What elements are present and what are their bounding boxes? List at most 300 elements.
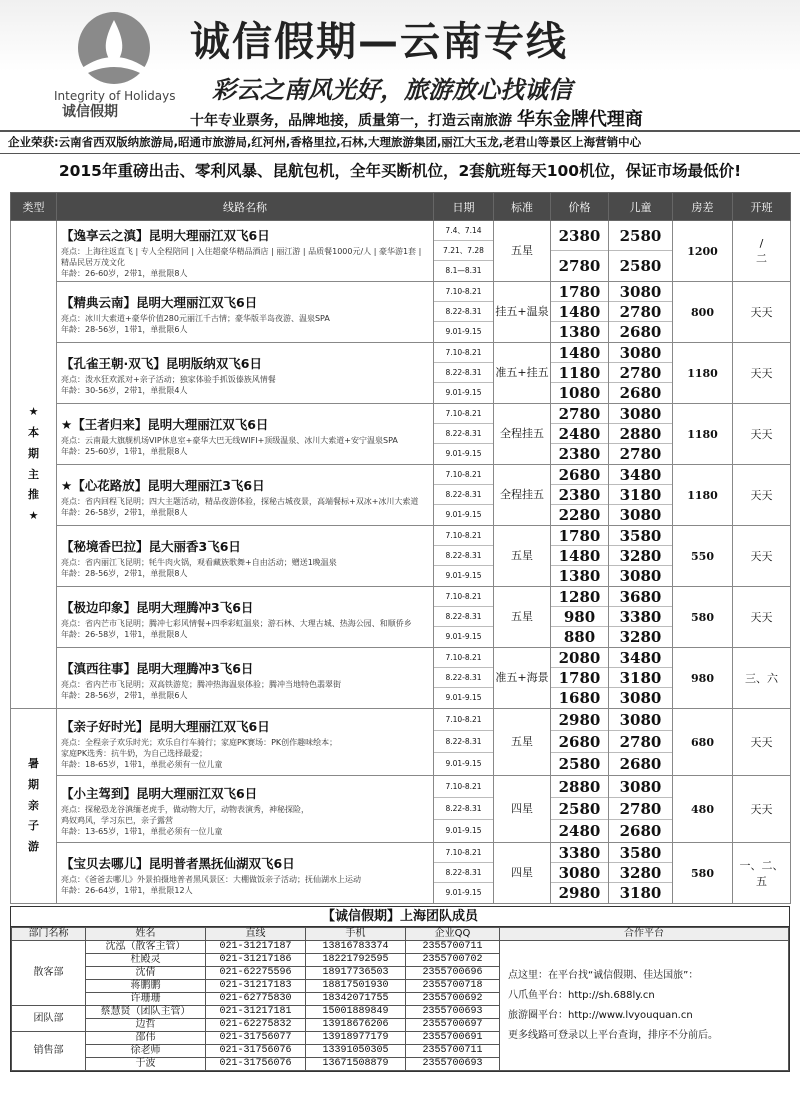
- route-name-cell: [57, 343, 434, 404]
- route-desc: 亮点：省内芒市飞昆明；腾冲七彩风情餐+四季彩虹温泉；游石林、大理古城、热海公园、和顺侨乡: [61, 618, 412, 628]
- route-age: 年龄：18-65岁，1带1，单批必须有一位儿童: [61, 760, 223, 769]
- divider: [0, 153, 800, 154]
- child-price-value: 2580: [619, 257, 662, 275]
- child-price-value: 2780: [609, 798, 672, 820]
- column-header: 日期: [434, 193, 494, 221]
- column-header: 标准: [494, 193, 551, 221]
- page-title: 诚信假期—云南专线: [190, 19, 568, 65]
- child-price-value: 2580: [609, 221, 672, 251]
- child-price-cell: [609, 404, 673, 465]
- child-price-value: 3580: [609, 843, 672, 863]
- member-line: 021-31756077: [206, 1032, 306, 1045]
- department-cell: 散客部: [12, 941, 86, 1006]
- child-price-value: 3180: [619, 884, 662, 902]
- table-row: [11, 465, 791, 526]
- price-value: 2080: [551, 648, 608, 668]
- dates-cell: [434, 648, 494, 709]
- date-range: 7.10-8.21: [434, 587, 493, 607]
- date-range: 7.10-8.21: [434, 709, 493, 731]
- route-name-cell: [57, 526, 434, 587]
- dates-cell: [434, 776, 494, 843]
- team-column-header: 姓名: [86, 928, 206, 941]
- dates-cell: [434, 404, 494, 465]
- child-price-value: 2880: [609, 424, 672, 444]
- platform-cell: [500, 941, 789, 1071]
- table-body: [11, 221, 791, 904]
- child-price-value: 3480: [609, 648, 672, 668]
- standard-cell: 准五+挂五: [494, 343, 551, 404]
- dates-cell: [434, 221, 494, 282]
- price-value: 2380: [551, 485, 608, 505]
- route-name-cell: [57, 776, 434, 843]
- child-price-cell: [609, 709, 673, 776]
- date-range: 9.01-9.15: [445, 693, 482, 702]
- route-title: 【秘境香巴拉】昆大丽香3飞6日: [61, 538, 241, 554]
- date-range: 7.21、7.28: [434, 241, 493, 261]
- category-label: 主: [28, 467, 39, 481]
- departure-cell: [733, 343, 791, 404]
- team-header: [12, 928, 789, 941]
- dates-cell: [434, 343, 494, 404]
- column-header: 儿童: [609, 193, 673, 221]
- category-label: 亲: [28, 798, 39, 812]
- price-value: 3380: [551, 843, 608, 863]
- date-range: 9.01-9.15: [445, 388, 482, 397]
- child-price-value: 3080: [619, 506, 662, 524]
- departure-cell: [733, 776, 791, 843]
- price-value: 2680: [551, 465, 608, 485]
- member-mobile: 13391050305: [306, 1045, 406, 1058]
- route-name-cell: [57, 465, 434, 526]
- room-diff-cell: 580: [673, 587, 733, 648]
- team-section: [10, 906, 790, 1072]
- child-price-value: 2680: [619, 384, 662, 402]
- date-range: 9.01-9.15: [445, 449, 482, 458]
- date-range: 9.01-9.15: [445, 327, 482, 336]
- member-mobile: 13671508879: [306, 1058, 406, 1071]
- departure-value: /: [759, 236, 764, 250]
- price-value: 2580: [551, 798, 608, 820]
- category-label: 暑: [28, 756, 39, 770]
- price-value: 2980: [558, 884, 601, 902]
- price-value: 2480: [551, 424, 608, 444]
- route-desc: 亮点：省内丽江飞昆明；牦牛肉火锅，观看藏族歌舞+自由活动；赠送1晚温泉: [61, 557, 337, 567]
- table-row: [11, 282, 791, 343]
- table-row: [11, 221, 791, 282]
- dates-cell: [434, 282, 494, 343]
- price-value: 1480: [551, 546, 608, 566]
- route-age: 年龄：26-60岁，2带1，单批限8人: [61, 269, 188, 278]
- room-diff-cell: 680: [673, 709, 733, 776]
- child-price-value: 3080: [609, 404, 672, 424]
- date-range: 8.22-8.31: [434, 546, 493, 566]
- departure-value: 五: [756, 875, 767, 888]
- standard-cell: 五星: [494, 709, 551, 776]
- department-cell: 团队部: [12, 1006, 86, 1032]
- room-diff-cell: 800: [673, 282, 733, 343]
- logo-cn: 诚信假期: [62, 104, 118, 118]
- team-column-header: 企业QQ: [406, 928, 500, 941]
- member-qq: 2355700711: [406, 941, 500, 954]
- team-body: [12, 941, 789, 1071]
- departure-value: 一、二、: [739, 859, 784, 872]
- price-value: 1780: [551, 668, 608, 688]
- member-qq: 2355700692: [406, 993, 500, 1006]
- price-value: 1380: [558, 323, 601, 341]
- date-range: 7.10-8.21: [434, 776, 493, 798]
- price-value: 2580: [558, 755, 601, 773]
- price-value: 1780: [551, 526, 608, 546]
- price-value: 2680: [551, 731, 608, 753]
- date-range: 7.10-8.21: [434, 526, 493, 546]
- price-cell: [551, 465, 609, 526]
- standard-cell: 五星: [494, 526, 551, 587]
- price-cell: [551, 404, 609, 465]
- member-mobile: 18817501930: [306, 980, 406, 993]
- category-label: ★: [28, 404, 39, 418]
- tagline-text: 十年专业票务，品牌地接，质量第一，打造云南旅游: [190, 113, 512, 129]
- member-line: 021-31756076: [206, 1058, 306, 1071]
- standard-cell: 准五+海景: [494, 648, 551, 709]
- date-range: 9.01-9.15: [445, 826, 482, 835]
- price-value: 880: [563, 628, 596, 646]
- route-name-cell: [57, 404, 434, 465]
- route-desc: 亮点：省内芒市飞昆明；双高铁游览；腾冲热海温泉体验；腾冲当地特色翡翠街: [61, 679, 341, 689]
- honor-text: 企业荣获:云南省西双版纳旅游局,昭通市旅游局,红河州,香格里拉,石林,大理旅游集团,丽江大玉龙,老君山等景区上海营销中心: [8, 135, 642, 149]
- date-range: 9.01-9.15: [445, 759, 482, 768]
- team-column-header: 直线: [206, 928, 306, 941]
- child-price-value: 3080: [619, 567, 662, 585]
- departure-cell: [733, 587, 791, 648]
- price-value: 1380: [558, 567, 601, 585]
- team-title: 【诚信假期】上海团队成员: [11, 907, 789, 927]
- route-age: 年龄：28-56岁，2带1，单批限8人: [61, 568, 188, 578]
- route-name-cell: [57, 587, 434, 648]
- company-logo: [52, 6, 187, 118]
- route-title: ★【王者归来】昆明大理丽江双飞6日: [61, 416, 269, 432]
- member-name: 杜殿灵: [86, 954, 206, 967]
- route-title: 【宝贝去哪儿】昆明普者黑抚仙湖双飞6日: [61, 855, 295, 871]
- child-price-value: 3480: [609, 465, 672, 485]
- route-name-cell: [57, 221, 434, 282]
- tagline-highlight: 华东金牌代理商: [516, 109, 643, 130]
- category-label: 游: [28, 840, 39, 854]
- table-row: [11, 648, 791, 709]
- table-row: [11, 526, 791, 587]
- date-range: 8.22-8.31: [434, 485, 493, 505]
- child-price-value: 3080: [609, 282, 672, 302]
- route-name-cell: [57, 282, 434, 343]
- route-desc: 亮点：上海往返直飞 | 专人全程陪同 | 入住超豪华精品酒店 | 丽江游 | 品质餐1000元/人 | 豪华游1套 | 精品民居万茂文化: [61, 247, 422, 267]
- date-range: 7.10-8.21: [434, 343, 493, 363]
- member-line: 021-31217183: [206, 980, 306, 993]
- date-range: 7.10-8.21: [434, 404, 493, 424]
- standard-cell: 五星: [494, 221, 551, 282]
- member-mobile: 15001889849: [306, 1006, 406, 1019]
- date-range: 7.10-8.21: [434, 465, 493, 485]
- date-range: 8.22-8.31: [434, 668, 493, 688]
- member-name: 于波: [86, 1058, 206, 1071]
- date-range: 9.01-9.15: [445, 510, 482, 519]
- route-age: 年龄：26-58岁，1带1，单批限8人: [61, 629, 188, 639]
- price-value: 2380: [551, 221, 608, 251]
- route-desc: 亮点：探秘恐龙谷滇缅老虎手，做动物大厅，动物表演秀，神秘探险，: [61, 805, 309, 814]
- team-row: [12, 941, 789, 954]
- member-name: 许珊珊: [86, 993, 206, 1006]
- member-mobile: 18221792595: [306, 954, 406, 967]
- category-label: 期: [28, 777, 39, 791]
- price-value: 2780: [551, 404, 608, 424]
- header: [0, 0, 800, 130]
- team-column-header: 手机: [306, 928, 406, 941]
- date-range: 8.22-8.31: [434, 863, 493, 883]
- table-row: [11, 343, 791, 404]
- route-age: 年龄：30-56岁，2带1，单批限4人: [61, 385, 188, 395]
- column-header: 开班: [733, 193, 791, 221]
- room-diff-cell: 580: [673, 843, 733, 904]
- price-cell: [551, 282, 609, 343]
- route-desc: 亮点：省内回程飞昆明；四大主题活动，精品夜游体验，探秘古城夜景，高端餐标+双冰+冰川大索道: [61, 496, 419, 506]
- member-mobile: 13816783374: [306, 941, 406, 954]
- departure-cell: [733, 526, 791, 587]
- child-price-value: 3080: [609, 343, 672, 363]
- date-range: 8.22-8.31: [434, 607, 493, 627]
- column-header: 房差: [673, 193, 733, 221]
- route-name-cell: [57, 648, 434, 709]
- member-mobile: 13918977179: [306, 1032, 406, 1045]
- departure-cell: [733, 709, 791, 776]
- route-title: 【逸享云之滇】昆明大理丽江双飞6日: [61, 228, 270, 243]
- child-price-value: 2680: [619, 755, 662, 773]
- child-price-cell: [609, 776, 673, 843]
- route-desc: 亮点：泼水狂欢派对+亲子活动；独家体验手抓饭傣族风情餐: [61, 374, 276, 384]
- departure-value: 天天: [750, 803, 773, 816]
- route-age: 年龄：13-65岁，1带1，单批必须有一位儿童: [61, 827, 223, 836]
- price-value: 1780: [551, 282, 608, 302]
- child-price-value: 3080: [609, 776, 672, 798]
- price-cell: [551, 843, 609, 904]
- room-diff-cell: 1180: [673, 465, 733, 526]
- member-name: 蔡慧贤（团队主管）: [86, 1006, 206, 1019]
- child-price-value: 2780: [609, 731, 672, 753]
- date-range: 8.22-8.31: [434, 424, 493, 444]
- table-row: [11, 404, 791, 465]
- department-cell: 销售部: [12, 1032, 86, 1071]
- price-value: 2780: [558, 257, 601, 275]
- member-line: 021-62775830: [206, 993, 306, 1006]
- price-value: 1180: [551, 363, 608, 383]
- route-title: ★【心花路放】昆明大理丽江3飞6日: [61, 477, 265, 493]
- date-range: 7.10-8.21: [434, 282, 493, 302]
- departure-cell: [733, 282, 791, 343]
- child-price-value: 3380: [609, 607, 672, 627]
- member-qq: 2355700696: [406, 967, 500, 980]
- column-header: 线路名称: [57, 193, 434, 221]
- child-price-value: 3280: [609, 863, 672, 883]
- member-line: 021-62275832: [206, 1019, 306, 1032]
- tagline: [190, 105, 643, 131]
- price-value: 2380: [558, 445, 601, 463]
- standard-cell: 五星: [494, 587, 551, 648]
- member-mobile: 18342071755: [306, 993, 406, 1006]
- departure-value: 天天: [750, 428, 773, 441]
- route-desc: 亮点：全程亲子欢乐时光；欢乐自行车骑行；家庭PK赛场：PK创作趣味绘本；: [61, 738, 338, 747]
- category-label: ★: [28, 509, 39, 523]
- member-name: 徐老师: [86, 1045, 206, 1058]
- room-diff-cell: 1180: [673, 343, 733, 404]
- price-cell: [551, 587, 609, 648]
- member-qq: 2355700711: [406, 1045, 500, 1058]
- route-age: 年龄：26-64岁，1带1，单批限12人: [61, 885, 193, 895]
- member-qq: 2355700718: [406, 980, 500, 993]
- standard-cell: 全程挂五: [494, 404, 551, 465]
- child-price-value: 3280: [619, 628, 662, 646]
- platform-line: 八爪鱼平台：http://sh.688ly.cn: [508, 989, 655, 1001]
- route-title: 【小主驾到】昆明大理丽江双飞6日: [61, 786, 258, 801]
- price-value: 1080: [558, 384, 601, 402]
- category-label: 期: [28, 446, 39, 460]
- room-diff-cell: 550: [673, 526, 733, 587]
- route-title: 【亲子好时光】昆明大理丽江双飞6日: [61, 719, 270, 734]
- route-age: 年龄：28-56岁，1带1，单批限6人: [61, 324, 188, 334]
- member-name: 沈倩: [86, 967, 206, 980]
- route-name-cell: [57, 709, 434, 776]
- date-range: 8.1—8.31: [445, 266, 482, 275]
- platform-line: 更多线路可登录以上平台查询，排序不分前后。: [508, 1029, 718, 1041]
- slogan: 彩云之南风光好，旅游放心找诚信: [212, 76, 572, 104]
- child-price-cell: [609, 648, 673, 709]
- price-value: 2880: [551, 776, 608, 798]
- price-cell: [551, 526, 609, 587]
- dates-cell: [434, 465, 494, 526]
- route-name-cell: [57, 843, 434, 904]
- departure-value: 二: [756, 251, 767, 265]
- member-line: 021-31217181: [206, 1006, 306, 1019]
- divider: [0, 130, 800, 132]
- date-range: 7.10-8.21: [434, 843, 493, 863]
- departure-value: 天天: [750, 550, 773, 563]
- team-column-header: 部门名称: [12, 928, 86, 941]
- member-qq: 2355700697: [406, 1019, 500, 1032]
- route-title: 【精典云南】昆明大理丽江双飞6日: [61, 294, 258, 310]
- dates-cell: [434, 526, 494, 587]
- price-cell: [551, 221, 609, 282]
- child-price-value: 3180: [609, 485, 672, 505]
- price-value: 2980: [551, 709, 608, 731]
- room-diff-cell: 1200: [673, 221, 733, 282]
- route-desc: 鸡奴鸡风，学习东巴，亲子露营: [61, 816, 173, 825]
- price-cell: [551, 648, 609, 709]
- dates-cell: [434, 709, 494, 776]
- price-value: 3080: [551, 863, 608, 883]
- departure-value: 天天: [750, 736, 773, 749]
- route-desc: 亮点：《爸爸去哪儿》外景拍摄地普者黑风景区：大棚做饭亲子活动；抚仙湖水上运动: [61, 874, 361, 884]
- category-cell: [11, 709, 57, 904]
- logo-text: Integrity of Holidays: [54, 89, 176, 103]
- route-title: 【滇西往事】昆明大理腾冲3飞6日: [61, 660, 254, 676]
- child-price-value: 3580: [609, 526, 672, 546]
- child-price-cell: [609, 282, 673, 343]
- price-value: 980: [551, 607, 608, 627]
- departure-cell: [733, 465, 791, 526]
- date-range: 8.22-8.31: [434, 731, 493, 753]
- date-range: 9.01-9.15: [445, 888, 482, 897]
- child-price-cell: [609, 843, 673, 904]
- dates-cell: [434, 843, 494, 904]
- member-name: 蒋鹏鹏: [86, 980, 206, 993]
- price-value: 1480: [551, 302, 608, 322]
- departure-value: 天天: [750, 489, 773, 502]
- price-cell: [551, 343, 609, 404]
- route-title: 【极边印象】昆明大理腾冲3飞6日: [61, 599, 254, 615]
- promo-text: 2015年重磅出击、零利风暴、昆航包机，全年买断机位，2套航班每天100机位，保证市场最低价!: [58, 162, 742, 180]
- route-desc: 亮点：云南最大旗舰机场VIP休息室+豪华大巴无线WIFI+顶级温泉、冰川大索道+安宁温泉SPA: [61, 435, 398, 445]
- departure-cell: [733, 404, 791, 465]
- member-line: 021-31217186: [206, 954, 306, 967]
- dates-cell: [434, 587, 494, 648]
- price-value: 2480: [558, 822, 601, 840]
- member-qq: 2355700702: [406, 954, 500, 967]
- price-value: 1480: [551, 343, 608, 363]
- departure-cell: [733, 648, 791, 709]
- child-price-value: 2780: [609, 363, 672, 383]
- member-mobile: 13918676206: [306, 1019, 406, 1032]
- route-desc: 亮点：冰川大索道+豪华价值280元丽江千古情；豪华版半岛夜游、温泉SPA: [61, 313, 330, 323]
- child-price-cell: [609, 526, 673, 587]
- price-value: 2280: [558, 506, 601, 524]
- member-name: 邵伟: [86, 1032, 206, 1045]
- child-price-value: 3180: [609, 668, 672, 688]
- standard-cell: 四星: [494, 843, 551, 904]
- platform-line: 旅游圈平台：http://www.lvyouquan.cn: [508, 1009, 693, 1021]
- date-range: 9.01-9.15: [445, 632, 482, 641]
- child-price-cell: [609, 221, 673, 282]
- price-value: 1280: [551, 587, 608, 607]
- route-title: 【孔雀王朝·双飞】昆明版纳双飞6日: [61, 355, 262, 371]
- member-name: 沈泓（散客主管）: [86, 941, 206, 954]
- room-diff-cell: 480: [673, 776, 733, 843]
- table-row: [11, 776, 791, 843]
- member-line: 021-31217187: [206, 941, 306, 954]
- date-range: 8.22-8.31: [434, 798, 493, 820]
- route-desc: 家庭PK选秀：抗牛奶，为自己选择最爱；: [61, 749, 208, 758]
- category-label: 本: [28, 425, 39, 439]
- route-age: 年龄：28-56岁，2带1，单批限6人: [61, 690, 188, 700]
- child-price-value: 3080: [619, 689, 662, 707]
- table-header: [11, 193, 791, 221]
- child-price-value: 3080: [609, 709, 672, 731]
- child-price-value: 2780: [619, 445, 662, 463]
- column-header: 价格: [551, 193, 609, 221]
- price-value: 1680: [558, 689, 601, 707]
- price-cell: [551, 709, 609, 776]
- member-qq: 2355700693: [406, 1058, 500, 1071]
- departure-cell: [733, 221, 791, 282]
- departure-value: 天天: [750, 611, 773, 624]
- category-label: 子: [28, 819, 39, 833]
- room-diff-cell: 1180: [673, 404, 733, 465]
- member-qq: 2355700693: [406, 1006, 500, 1019]
- child-price-value: 3680: [609, 587, 672, 607]
- departure-value: 天天: [750, 306, 773, 319]
- standard-cell: 挂五+温泉: [494, 282, 551, 343]
- child-price-cell: [609, 465, 673, 526]
- price-cell: [551, 776, 609, 843]
- route-age: 年龄：26-58岁，2带1，单批限8人: [61, 507, 188, 517]
- platform-line: 点这里：在平台找“诚信假期、佳达国旅”：: [508, 969, 699, 981]
- standard-cell: 全程挂五: [494, 465, 551, 526]
- category-cell: [11, 221, 57, 709]
